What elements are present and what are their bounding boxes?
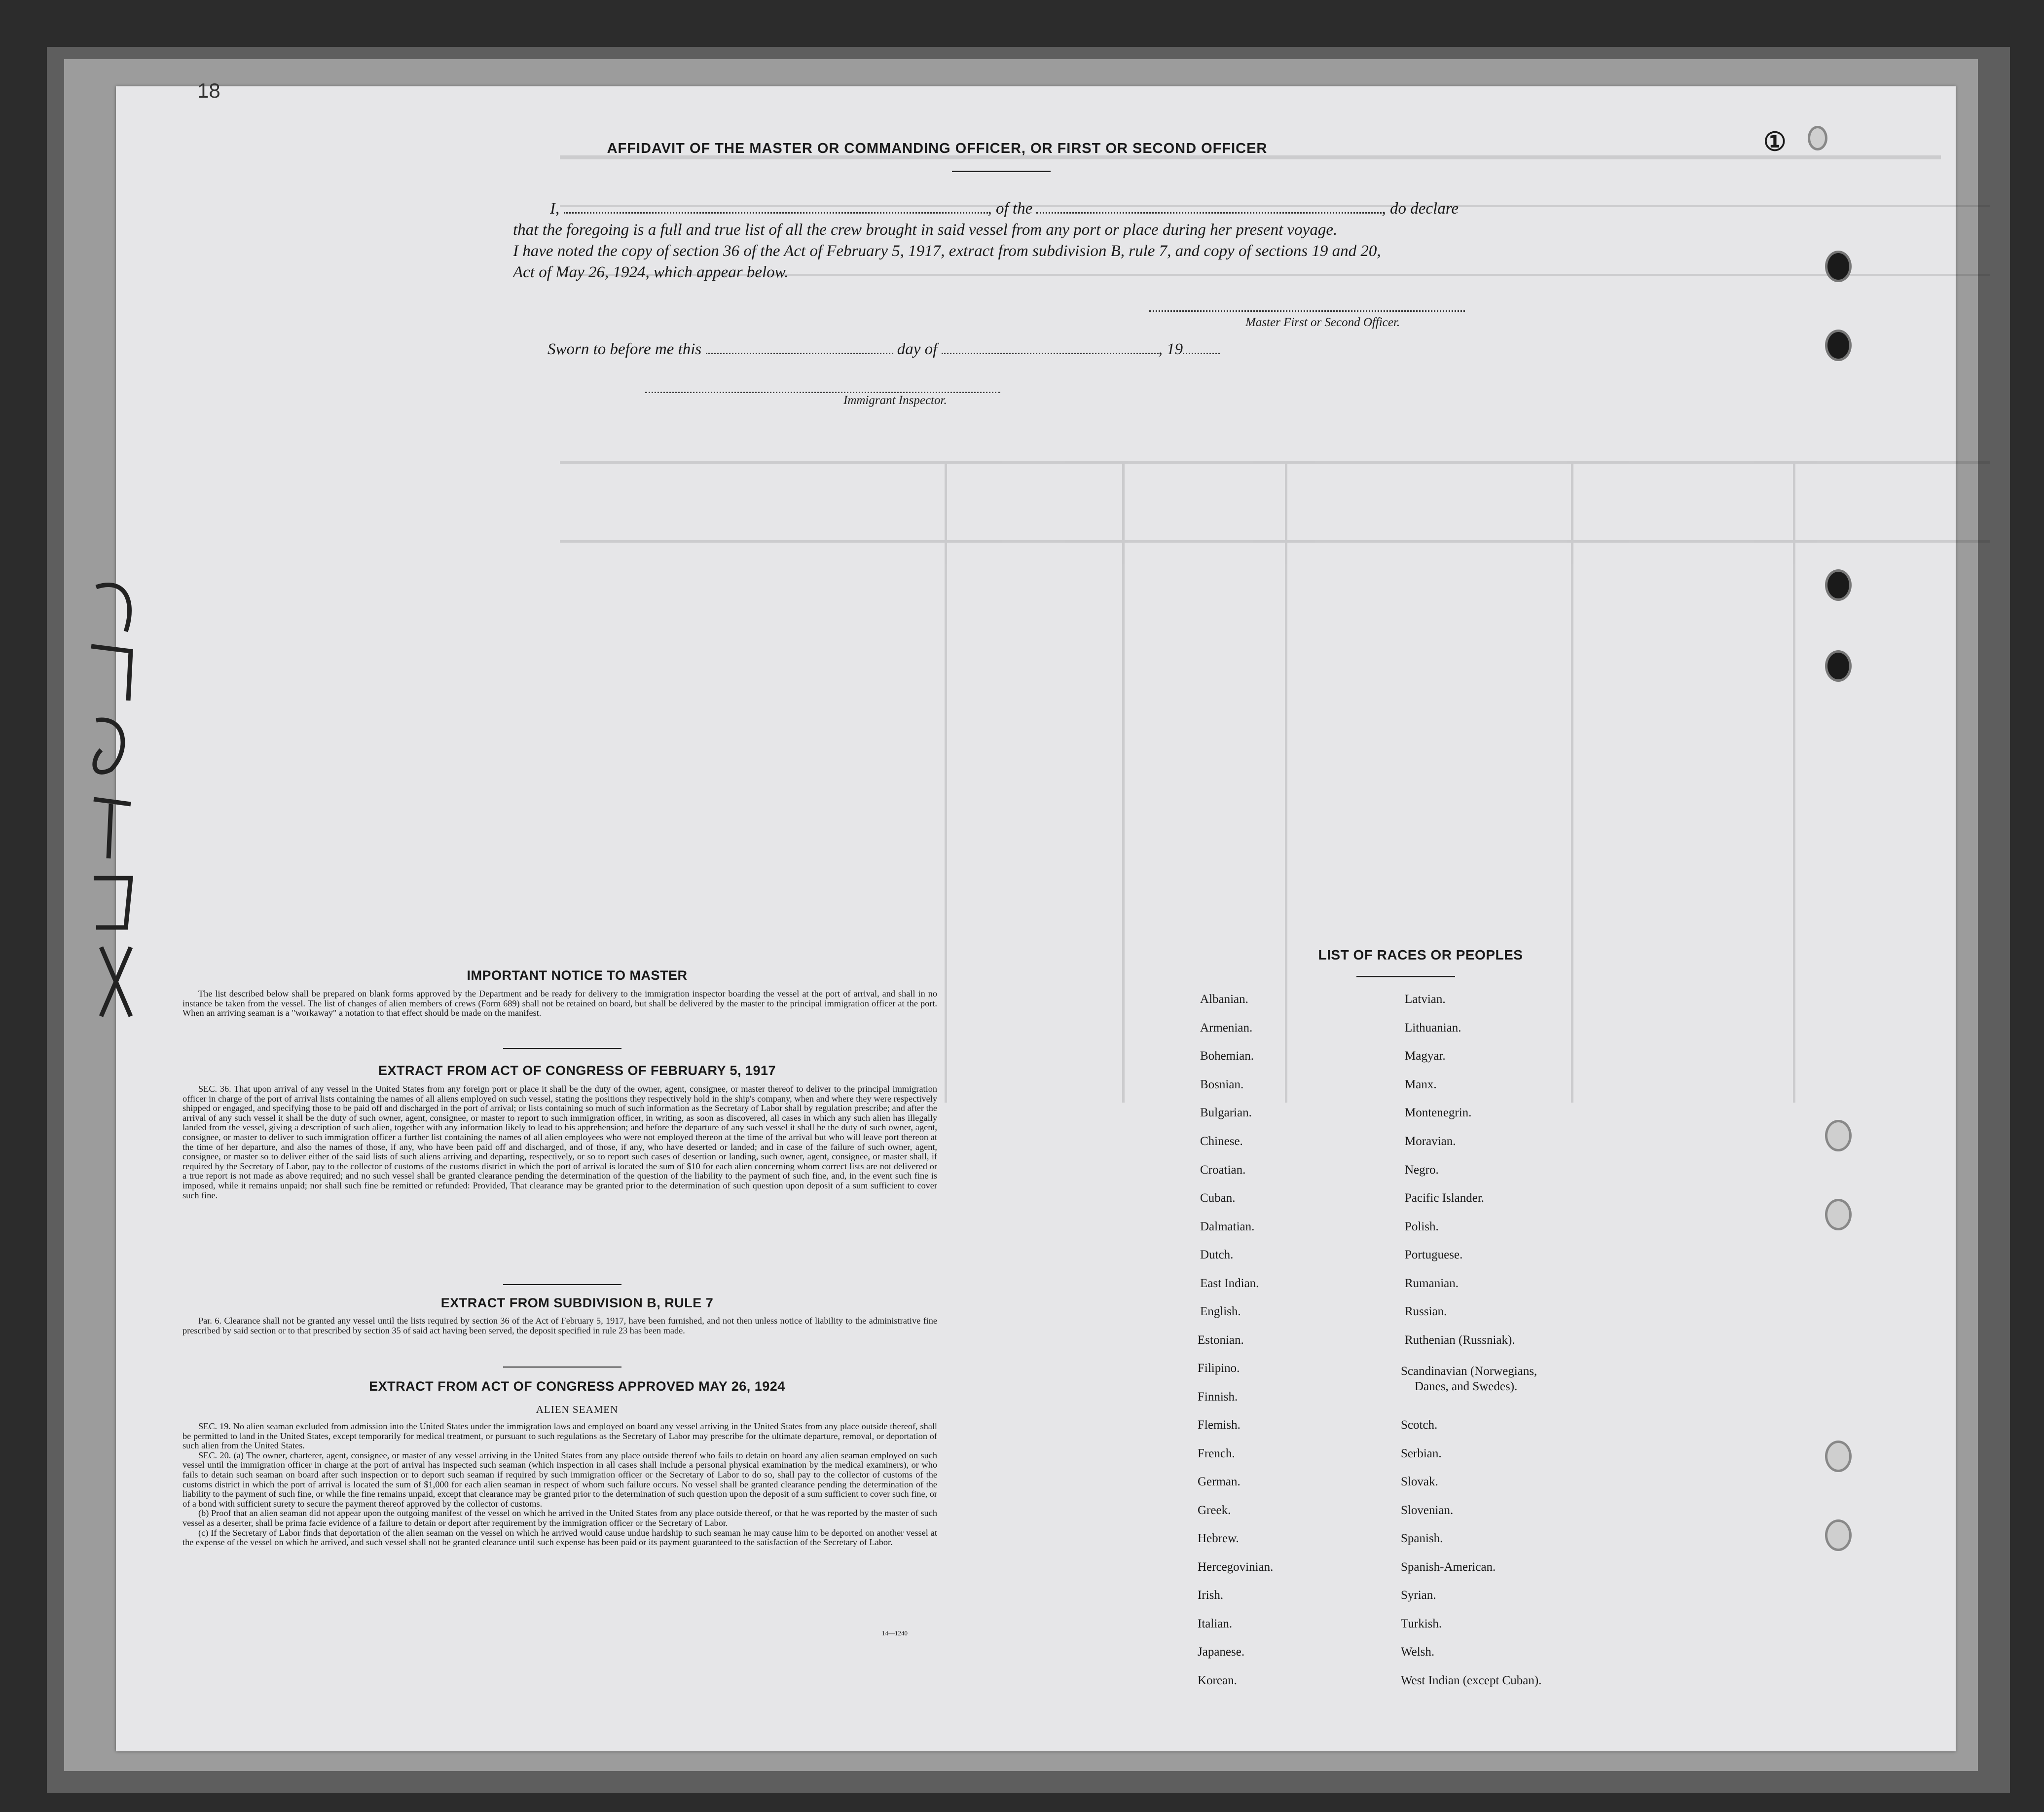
section-divider (503, 1284, 621, 1285)
race-item: Cuban. (1200, 1191, 1236, 1205)
master-name-field[interactable] (564, 200, 988, 214)
race-item: Finnish. (1198, 1390, 1238, 1404)
handwritten-margin-mark (81, 572, 143, 1046)
race-item: Danes, and Swedes). (1415, 1380, 1518, 1393)
race-item: Italian. (1198, 1617, 1233, 1630)
extract-1924-title: EXTRACT FROM ACT OF CONGRESS APPROVED MAY 26, 1924 (369, 1379, 785, 1394)
binder-hole (1825, 330, 1852, 361)
race-item: Latvian. (1405, 993, 1446, 1006)
race-item: Pacific Islander. (1405, 1191, 1485, 1205)
race-item: German. (1198, 1475, 1241, 1488)
affidavit-line-3: I have noted the copy of section 36 of the Act of February 5, 1917, extract from subdivision B, rule 7, and copy of sections 19 and 20, (513, 242, 1381, 260)
year-label: , 19 (1158, 340, 1183, 358)
race-item: Armenian. (1200, 1021, 1253, 1035)
alien-seamen-subtitle: ALIEN SEAMEN (536, 1404, 619, 1415)
extract-1917-text (182, 1084, 937, 1200)
binder-hole (1825, 251, 1852, 282)
sec-20b-paragraph: (b) Proof that an alien seaman did not appear upon the outgoing manifest of the vessel on which he arrived in the United States from any place outside thereof, or that he was reported by the master of such vessel as a deserter, shall be prima facie evidence of a failure to detain or deport after requirement by the immigration officer or the Secretary of Labor. (182, 1508, 937, 1528)
race-item: Croatian. (1200, 1163, 1246, 1177)
race-item: Russian. (1405, 1305, 1447, 1318)
sworn-year-field[interactable] (1183, 341, 1220, 354)
inspector-signature-label: Immigrant Inspector. (843, 394, 947, 407)
race-item: Scotch. (1401, 1418, 1438, 1432)
affidavit-do-declare: , do declare (1382, 200, 1459, 218)
sec-36-paragraph: SEC. 36. That upon arrival of any vessel in the United States from any foreign port or place it shall be the duty of the owner, agent, consignee, or master thereof to deliver to the principal immigration officer in charge of the port of arrival lists containing the names of all aliens employed on such vessel, stating the positions they respectively hold in the ship's company, when and where they were respectively shipped or engaged, and specifying those to be paid off and discharged in the port of arrival; or lists containing so much of such information as the Secretary of Labor shall by regulation prescribe; and after the arrival of any such vessel it shall be the duty of such owner, agent, consignee, or master to report to such immigration officer, in writing, as soon as discovered, all cases in which any such alien has illegally landed from the vessel, giving a description of such alien, together with any information likely to lead to his apprehension; and before the departure of any such vessel it shall be the duty of such owner, agent, consignee, or master to deliver to such immigration officer a further list containing the names of all alien employees who were not employed thereon at the time of the arrival but who will leave port thereon at the time of her departure, and also the names of those, if any, who have been paid off and discharged, and of those, if any, who have deserted or landed; and in case of the failure of such owner, agent, consignee, or master so to deliver either of the said lists of such aliens arriving and departing, respectively, or so to report such cases of desertion or landing, such owner, agent, consignee, or master shall, if required by the Secretary of Labor, pay to the collector of customs of the customs district in which the port of arrival is located the sum of $10 for each alien concerning whom correct lists are not delivered or a true report is not made as above required; and no such vessel shall be granted clearance pending the determination of the question of the liability to the payment of such fine, and, in the event such fine is imposed, while it remains unpaid; nor shall such fine be remitted or refunded: Provided, That clearance may be granted prior to the determination of such question upon deposit of a sum sufficient to cover such fine. (182, 1084, 937, 1200)
corner-stamp: ① (1763, 128, 1787, 156)
affidavit-title: AFFIDAVIT OF THE MASTER OR COMMANDING OFFICER, OR FIRST OR SECOND OFFICER (607, 141, 1268, 156)
affidavit-I: I, (550, 200, 560, 218)
races-title: LIST OF RACES OR PEOPLES (1318, 947, 1523, 962)
affidavit-line-4: Act of May 26, 1924, which appear below. (513, 263, 789, 281)
notice-title: IMPORTANT NOTICE TO MASTER (467, 968, 688, 983)
race-item: Lithuanian. (1405, 1021, 1461, 1035)
sworn-label: Sworn to before me this (548, 340, 702, 358)
title-underline (952, 171, 1051, 172)
race-item: English. (1200, 1305, 1241, 1318)
race-item: Hebrew. (1198, 1532, 1239, 1545)
race-item: Rumanian. (1405, 1277, 1459, 1290)
rule-7-paragraph: Par. 6. Clearance shall not be granted any vessel until the lists required by section 36 of the Act of February 5, 1917, have been furnished, and not then unless notice of liability to the administrative fine prescribed by said section or to that prescribed by section 35 of said act having been served, the deposit specified in rule 23 has been made. (182, 1316, 937, 1335)
binder-hole (1825, 569, 1852, 601)
race-item: Greek. (1198, 1504, 1231, 1517)
binder-hole (1825, 650, 1852, 682)
rule-7-text (182, 1316, 937, 1335)
race-item: Bohemian. (1200, 1049, 1254, 1063)
form-number: 14—1240 (882, 1629, 908, 1637)
section-divider (503, 1367, 621, 1368)
master-signature-field[interactable] (1149, 298, 1465, 312)
race-item: Serbian. (1401, 1447, 1442, 1460)
page-number: 18 (197, 79, 220, 102)
rule-7-title: EXTRACT FROM SUBDIVISION B, RULE 7 (440, 1295, 714, 1310)
race-item: Irish. (1198, 1589, 1224, 1602)
race-item: Spanish. (1401, 1532, 1443, 1545)
races-title-underline (1356, 976, 1455, 977)
race-item: Moravian. (1405, 1135, 1456, 1148)
vessel-name-field[interactable] (1036, 200, 1382, 214)
binder-hole (1825, 1519, 1852, 1551)
race-item: Bulgarian. (1200, 1106, 1252, 1119)
notice-paragraph: The list described below shall be prepared on blank forms approved by the Department and be ready for delivery to the immigration inspector boarding the vessel at the port of arrival, and shall in no instance be taken from the vessel. The list of changes of alien members of crews (Form 689) shall not be retained on board, but shall be delivered by the master to the principal immigration officer at the port. When an arriving seaman is a "workaway" a notation to that effect should be made on the manifest. (182, 989, 937, 1018)
race-item: Flemish. (1198, 1418, 1241, 1432)
race-item: Spanish-American. (1401, 1560, 1496, 1574)
race-item: Negro. (1405, 1163, 1439, 1177)
race-item: Magyar. (1405, 1049, 1446, 1063)
affidavit-line-2: that the foregoing is a full and true list of all the crew brought in said vessel from any port or place during her present voyage. (513, 221, 1338, 239)
race-item: West Indian (except Cuban). (1401, 1674, 1542, 1687)
extract-1917-title: EXTRACT FROM ACT OF CONGRESS OF FEBRUARY 5, 1917 (378, 1063, 776, 1078)
race-item: Scandinavian (Norwegians, (1401, 1365, 1537, 1378)
inspector-signature-field[interactable] (645, 380, 1000, 393)
binder-hole (1825, 1199, 1852, 1230)
day-of-label: day of (897, 340, 938, 358)
race-item: East Indian. (1200, 1277, 1259, 1290)
affidavit-line-1 (550, 200, 1459, 218)
race-item: Syrian. (1401, 1589, 1436, 1602)
binder-hole (1825, 1120, 1852, 1151)
extract-1924-text (182, 1422, 937, 1548)
race-item: Albanian. (1200, 993, 1248, 1006)
race-item: Welsh. (1401, 1645, 1435, 1659)
race-item: Estonian. (1198, 1333, 1244, 1347)
sworn-month-field[interactable] (942, 341, 1159, 354)
race-item: Manx. (1405, 1078, 1437, 1091)
sec-20c-paragraph: (c) If the Secretary of Labor finds that deportation of the alien seaman on the vessel on which he arrived would cause undue hardship to such seaman he may cause him to be deported on another vessel at the expense of the vessel on which he arrived, and such vessel shall not be granted clearance until such expense has been paid or its payment guaranteed to the satisfaction of the Secretary of Labor. (182, 1527, 937, 1548)
race-item: Bosnian. (1200, 1078, 1244, 1091)
notice-text (182, 989, 937, 1018)
section-divider (503, 1048, 621, 1049)
sworn-day-field[interactable] (706, 341, 893, 354)
master-signature-label: Master First or Second Officer. (1245, 316, 1400, 329)
race-item: Dutch. (1200, 1248, 1234, 1261)
race-item: Polish. (1405, 1220, 1439, 1233)
race-item: Turkish. (1401, 1617, 1442, 1630)
affidavit-of-the: , of the (987, 200, 1033, 218)
race-item: Chinese. (1200, 1135, 1243, 1148)
race-item: Filipino. (1198, 1362, 1240, 1375)
race-item: Montenegrin. (1405, 1106, 1472, 1119)
race-item: Portuguese. (1405, 1248, 1463, 1261)
race-item: French. (1198, 1447, 1235, 1460)
race-item: Japanese. (1198, 1645, 1245, 1659)
race-item: Korean. (1198, 1674, 1237, 1687)
binder-hole (1825, 1441, 1852, 1472)
race-item: Hercegovinian. (1198, 1560, 1274, 1574)
race-item: Slovak. (1401, 1475, 1438, 1488)
race-item: Ruthenian (Russniak). (1405, 1333, 1515, 1347)
sec-20a-paragraph: SEC. 20. (a) The owner, charterer, agent, consignee, or master of any vessel arriving in the United States from any place outside thereof who fails to detain on board any alien seaman employed on such vessel until the immigration officer in charge at the port of arrival has inspected such seaman (which inspection in all cases shall include a personal physical examination by the medical examiners), or who fails to detain such seaman on board after such inspection or to deport such seaman if required by such immigration officer or the Secretary of Labor to do so, shall pay to the collector of customs of the customs district in which the port of arrival is located the sum of $1,000 for each alien seaman in respect of whom such failure occurs. No vessel shall be granted clearance pending the determination of the liability to the payment of such fine, or while the fine remains unpaid, except that clearance may be granted prior to the determination of such question upon the deposit of a sum sufficient to cover such fine, or of a bond with sufficient surety to secure the payment thereof approved by the collector of customs. (182, 1450, 937, 1509)
race-item: Slovenian. (1401, 1504, 1454, 1517)
race-item: Dalmatian. (1200, 1220, 1255, 1233)
sworn-line (548, 340, 1220, 359)
sec-19-paragraph: SEC. 19. No alien seaman excluded from admission into the United States under the immigration laws and employed on board any vessel arriving in the United States from any place outside thereof, shall be permitted to land in the United States, except temporarily for medical treatment, or pursuant to such regulations as the Secretary of Labor may prescribe for the ultimate departure, removal, or deportation of such alien from the United States. (182, 1421, 937, 1451)
